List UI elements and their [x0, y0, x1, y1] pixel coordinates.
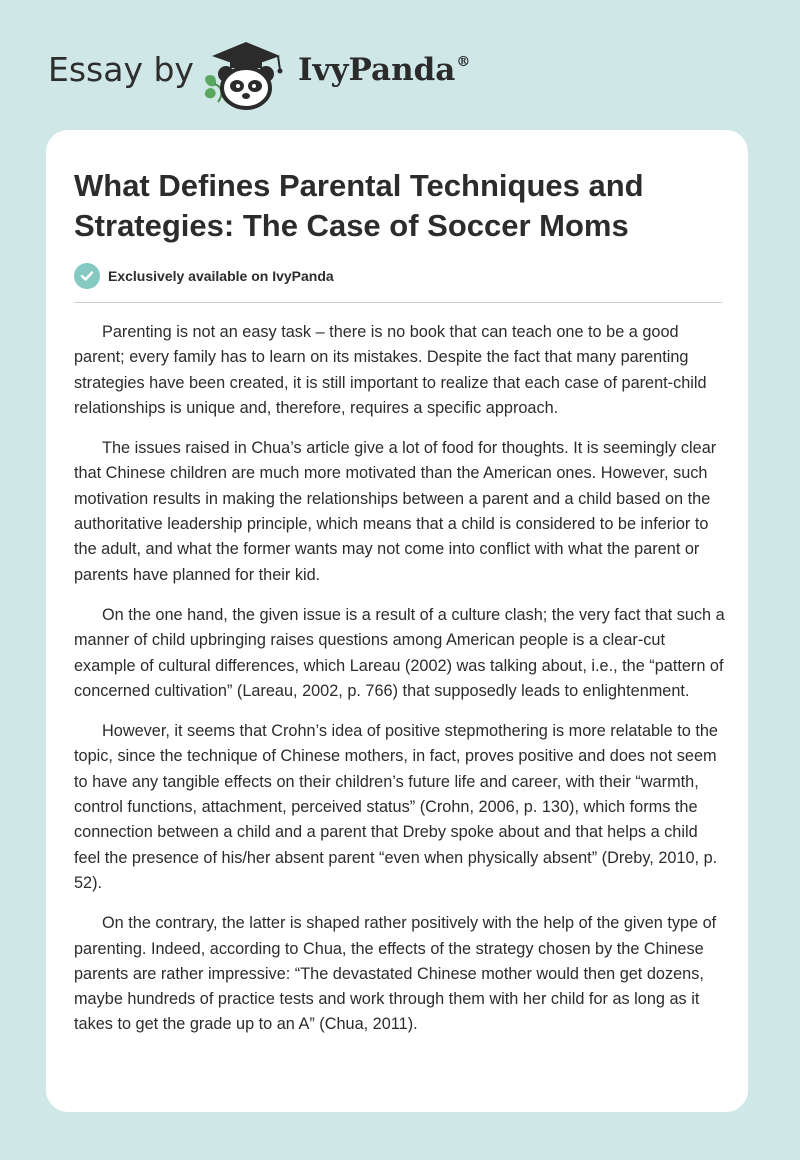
essay-card [46, 130, 748, 1112]
paragraph: On the contrary, the latter is shaped rather positively with the help of the given type of parenting. Indeed, according to Chua, the effects of the strategy chosen by the Chinese parents are rather impressive: “The devastated Chinese mother would then get dozens, maybe hundreds of practice tests and work through them with her child for as long as it takes to get the grade up to an A” (Chua, 2011). [74, 914, 717, 1034]
paragraph: However, it seems that Crohn’s idea of positive stepmothering is more relatable to the topic, since the technique of Chinese mothers, in fact, proves positive and does not seem to have any tangible effects on their children’s future life and career, with their “warmth, control functions, attachment, perceived status” (Crohn, 2006, p. 130), which forms the connection between a child and a parent that Dreby spoke about and that helps a child feel the presence of his/her absent parent “even when physically absent” (Dreby, 2010, p. 52). [74, 722, 718, 892]
leaf-icon [205, 75, 222, 102]
essay-body [74, 320, 726, 1053]
paragraph: Parenting is not an easy task – there is no book that can teach one to be a good parent; every family has to learn on its mistakes. Despite the fact that many parenting strategies have been created, it is still important to realize that each case of parent-child relationships is unique and, therefore, requires a specific approach. [74, 323, 707, 417]
exclusive-label: Exclusively available on IvyPanda [108, 268, 334, 284]
registered-mark: ® [456, 54, 471, 70]
essay-by-label: Essay by [48, 50, 194, 89]
panda-graduate-icon[interactable] [200, 36, 292, 110]
check-circle-icon [74, 263, 100, 289]
divider [74, 302, 722, 303]
exclusive-badge [74, 263, 334, 289]
paragraph: The issues raised in Chua’s article give a lot of food for thoughts. It is seemingly clear that Chinese children are much more motivated than the American ones. However, such motivation results in making the relationships between a parent and a child based on the authoritative leadership principle, which means that a child is considered to be inferior to the adult, and what the former wants may not come into conflict with what the parent or parents have planned for their kid. [74, 439, 717, 584]
brand-name: IvyPanda [298, 52, 456, 88]
brand-logo[interactable] [298, 52, 470, 88]
site-header [0, 0, 800, 130]
essay-title: What Defines Parental Techniques and Strategies: The Case of Soccer Moms [74, 168, 644, 243]
paragraph: On the one hand, the given issue is a result of a culture clash; the very fact that such a manner of child upbringing raises questions among American people is a clear-cut example of cultural differences, which Lareau (2002) was talking about, i.e., the “pattern of concerned cultivation” (Lareau, 2002, p. 766) that supposedly leads to enlightenment. [74, 605, 725, 700]
